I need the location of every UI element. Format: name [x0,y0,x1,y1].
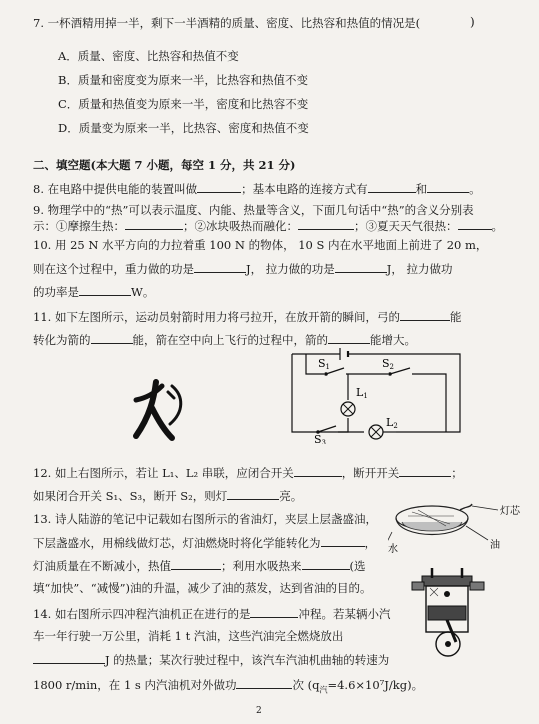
q13-line-1: 13. 诗人陆游的笔记中记载如右图所示的省油灯，夹层上层盏盛油， [33,512,377,526]
engine-figure [408,566,494,662]
label-s3: S3 [314,433,327,444]
q9-blank-1[interactable] [125,218,183,230]
q12-line-1: 12. 如上右图所示，若让 L₁、L₂ 串联，应闭合开关 ，断开开关 ； [33,466,463,480]
q11-line-1: 11. 如下左图所示，运动员射箭时用力将弓拉开，在放开箭的瞬间，弓的 能 [33,310,462,324]
q12-line-2: 如果闭合开关 S₁、S₃，断开 S₂，则灯 亮。 [33,489,303,503]
q10-blank-1[interactable] [194,261,246,273]
q7-option-d: D．质量变为原来一半，比热容、密度和热值不变 [58,121,309,135]
q11-line-2: 转化为箭的 能，箭在空中向上飞行的过程中，箭的 能增大。 [33,333,416,347]
q7-option-b: B．质量和密度变为原来一半，比热容和热值不变 [58,73,308,87]
label-water: 水 [388,544,398,554]
archer-figure [128,378,190,450]
q10-blank-2[interactable] [335,261,387,273]
piston [428,606,466,620]
switch-s3-blade [318,426,336,432]
q13-line-4: 填“加快”、“减慢”)油的升温，减少了油的蒸发，达到省油的目的。 [33,581,372,595]
q7-option-a: A．质量、密度、比热容和热值不变 [58,49,239,63]
q14-blank-1[interactable] [250,606,298,618]
label-oil: 油 [490,540,500,551]
q9-blank-2[interactable] [298,218,354,230]
lamp-wick-line [460,504,472,510]
q10-blank-3[interactable] [79,284,131,296]
q13-line-3: 灯油质量在不断减小，热值 ；利用水吸热来 (选 [33,559,366,573]
q10-line-2: 则在这个过程中，重力做的功是 J， 拉力做的功是 J， 拉力做功 [33,262,453,276]
q8-blank-3[interactable] [427,181,469,193]
label-wick: 灯芯 [500,506,520,517]
q9-blank-3[interactable] [458,218,492,230]
oil-lamp-figure [388,496,534,554]
label-l1: L1 [356,386,368,400]
spark-plug [444,591,450,597]
q9-line-1: 9. 物理学中的“热”可以表示温度、内能、热量等含义，下面几句话中“热”的含义分别表 [33,203,474,217]
q14-blank-2[interactable] [33,652,105,664]
connecting-rod [447,620,456,642]
page-number: 2 [256,706,262,716]
section-title: 二、填空题(本大题 7 小题，每空 1 分，共 21 分) [33,158,296,172]
q12-blank-1[interactable] [294,465,342,477]
q8-blank-1[interactable] [197,181,241,193]
q10-line-1: 10. 用 25 N 水平方向的力拉着重 100 N 的物体， 10 S 内在水平地面上前进了 20 m， [33,238,488,252]
label-l2: L2 [386,416,398,430]
q13-blank-3[interactable] [302,558,350,570]
q9-line-2: 示：①摩擦生热： ；②冰块吸热而融化： ；③夏天天气很热： 。 [33,219,503,233]
q14-line-2: 车一年行驶一万公里，消耗 1 t 汽油，这些汽油完全燃烧放出 [33,629,344,643]
q14-line-1: 14. 如右图所示四冲程汽油机正在进行的是 冲程。若某辆小汽 [33,607,391,621]
q11-blank-1[interactable] [400,309,450,321]
q11-blank-2[interactable] [91,332,133,344]
q14-line-3: J 的热量；某次行驶过程中，该汽车汽油机曲轴的转速为 [33,652,389,667]
q14-blank-3[interactable] [236,677,292,689]
label-s1: S1 [318,357,331,371]
q12-blank-2[interactable] [399,465,451,477]
q13-blank-2[interactable] [171,558,221,570]
circuit-diagram [288,344,468,444]
q8-blank-2[interactable] [368,181,416,193]
q13-line-2: 下层盏盛水，用棉线做灯芯，灯油燃烧时将化学能转化为 ， [33,536,376,550]
q11-blank-3[interactable] [328,332,370,344]
q12-blank-3[interactable] [227,488,279,500]
q7-stem: 7. 一杯酒精用掉一半，剩下一半酒精的质量、密度、比热容和热值的情况是( [33,16,421,30]
q10-line-3: 的功率是 W。 [33,285,155,299]
label-s2: S2 [382,357,395,371]
q7-answer-paren: ) [470,15,475,29]
q13-blank-1[interactable] [321,535,365,547]
q8-line: 8. 在电路中提供电能的装置叫做 ；基本电路的连接方式有 和 。 [33,182,481,196]
q7-option-c: C．质量和热值变为原来一半，密度和比热容不变 [58,97,309,111]
q14-line-4: 1800 r/min，在 1 s 内汽油机对外做功 次 $(q_汽=4.6\times 10^7J/kg)$。 [33,678,424,695]
